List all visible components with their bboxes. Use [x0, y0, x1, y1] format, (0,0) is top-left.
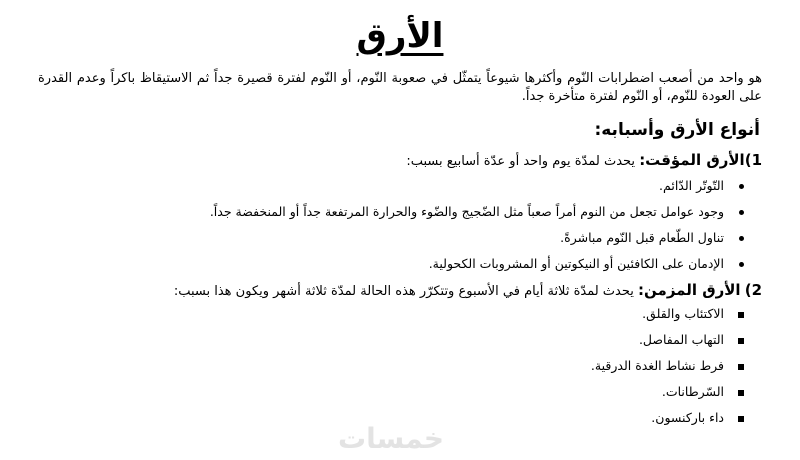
bullet-square-icon — [738, 364, 744, 370]
bullet-square-icon — [738, 338, 744, 344]
bullet-dot-icon — [739, 210, 744, 215]
bullet-dot-icon — [739, 262, 744, 267]
section-temporary-heading — [30, 150, 762, 172]
list-item: الإدمان على الكافئين أو النيكوتين أو المشروبات الكحولية. — [30, 254, 748, 280]
list-item: داء باركنسون. — [30, 408, 748, 434]
types-heading: أنواع الأرق وأسبابه: — [594, 120, 760, 140]
list-item: السّرطانات. — [30, 382, 748, 408]
list-item: التّوتّر الدّائم. — [30, 176, 748, 202]
page-title: الأرق — [356, 16, 444, 56]
chronic-causes-list — [30, 304, 748, 434]
section-number: 2) — [744, 281, 762, 299]
bullet-square-icon — [738, 312, 744, 318]
intro-paragraph: هو واحد من أصعب اضطرابات النّوم وأكثرها شيوعاً يتمثّل في صعوبة النّوم، أو النّوم لفترة قصيرة جداً ثم الاستيقاظ باكراً وعدم القدرة على العودة للنّوم، أو النّوم لفترة متأخرة جداً. — [38, 71, 762, 104]
temporary-causes-list — [30, 176, 748, 280]
bullet-dot-icon — [739, 184, 744, 189]
bullet-square-icon — [738, 416, 744, 422]
list-item: وجود عوامل تجعل من النوم أمراً صعباً مثل الضّجيج والضّوء والحرارة المرتفعة جداً أو المنخفضة جداً. — [30, 202, 748, 228]
section-description: يحدث لمدّة يوم واحد أو عدّة أسابيع بسبب: — [406, 154, 636, 169]
section-name: الأرق المؤقت: — [639, 151, 745, 169]
section-description: يحدث لمدّة ثلاثة أيام في الأسبوع وتتكرّر هذه الحالة لمدّة ثلاثة أشهر ويكون هذا بسبب: — [173, 284, 634, 299]
list-item: فرط نشاط الغدة الدرقية. — [30, 356, 748, 382]
bullet-dot-icon — [739, 236, 744, 241]
section-chronic-heading — [30, 280, 762, 302]
bullet-square-icon — [738, 390, 744, 396]
list-item: الاكتئاب والقلق. — [30, 304, 748, 330]
section-name: الأرق المزمن: — [638, 281, 741, 299]
list-item: تناول الطّعام قبل النّوم مباشرةً. — [30, 228, 748, 254]
watermark-logo: خمسات — [338, 422, 445, 455]
section-number: 1) — [744, 151, 762, 169]
list-item: التهاب المفاصل. — [30, 330, 748, 356]
